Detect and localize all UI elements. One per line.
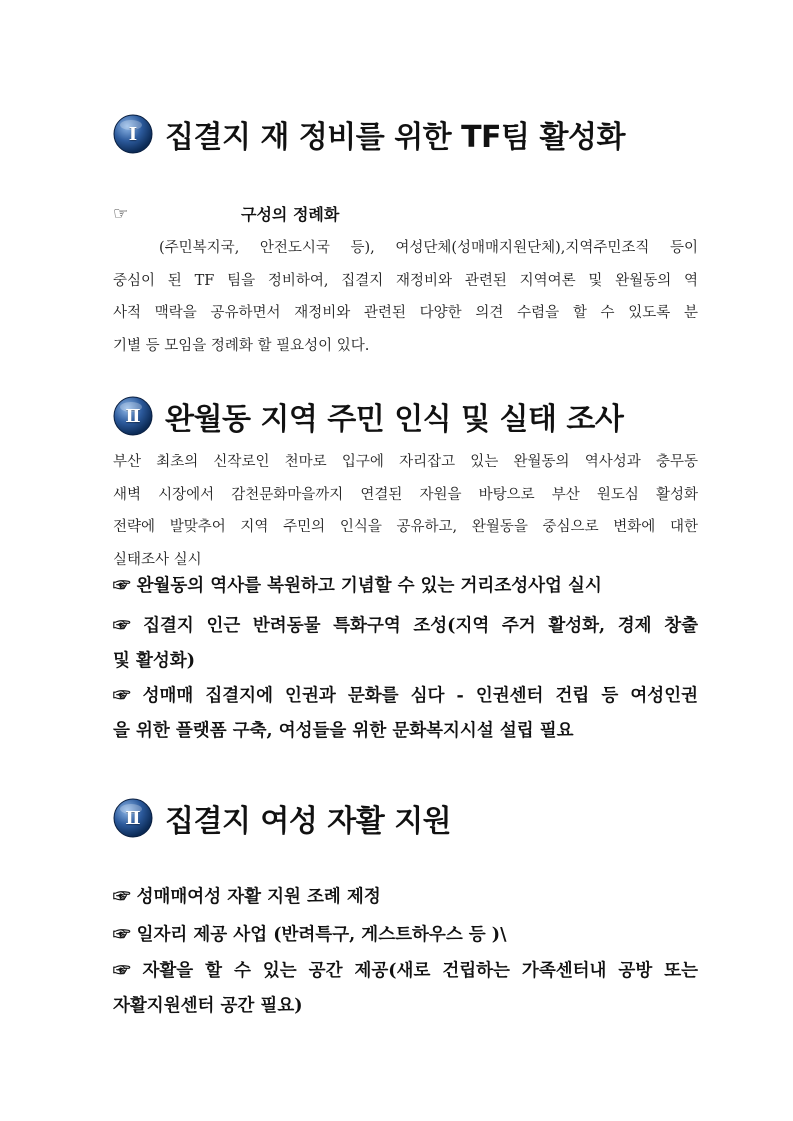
section-numeral: Ⅰ [128,123,138,145]
roman-numeral-badge-icon [113,798,153,838]
bullet-line: ☞ 성매매 집결지에 인권과 문화를 심다 - 인권센터 건립 등 여성인권 [113,686,698,706]
bullet-line: 을 위한 플랫폼 구축, 여성들을 위한 문화복지시설 설립 필요 [113,721,574,741]
paragraph-line: 기별 등 모임을 정례화 할 필요성이 있다. [113,337,370,354]
section-numeral: Ⅱ [125,807,141,829]
pointing-hand-icon: ☞ [113,203,129,224]
section-title: 집결지 재 정비를 위한 TF팀 활성화 [165,120,625,155]
paragraph-survey [113,446,698,576]
sub-heading-text: 구성의 정례화 [241,205,340,224]
bullet-line: ☞ 완월동의 역사를 복원하고 기념할 수 있는 거리조성사업 실시 [113,576,602,596]
bullet-item [113,679,698,749]
section-header-1 [113,112,625,156]
paragraph-line: 전략에 발맞추어 지역 주민의 인식을 공유하고, 완월동을 중심으로 변화에 대한 [113,519,698,535]
section-header-3 [113,796,451,840]
bullet-line: ☞ 일자리 제공 사업 (반려특구, 게스트하우스 등 )\ [113,925,507,945]
paragraph-line: 실태조사 실시 [113,551,202,568]
section-title: 완월동 지역 주민 인식 및 실태 조사 [165,402,624,437]
paragraph-line: 새벽 시장에서 감천문화마을까지 연결된 자원을 바탕으로 부산 원도심 활성화 [113,486,698,503]
bullet-line: 자활지원센터 공간 필요) [113,996,303,1016]
bullet-line: ☞ 성매매여성 자활 지원 조례 제정 [113,887,381,907]
bullet-item [113,569,698,604]
paragraph-line: 사적 맥락을 공유하면서 재정비와 관련된 다양한 의견 수렴을 할 수 있도록 분 [113,305,698,321]
roman-numeral-badge-icon [113,396,153,436]
section-title: 집결지 여성 자활 지원 [165,804,452,839]
bullet-item [113,880,698,915]
sub-heading [113,202,693,225]
paragraph-tf-team [113,232,698,362]
bullet-line: ☞ 집결지 인근 반려동물 특화구역 조성(지역 주거 활성화, 경제 창출 [113,616,698,636]
bullet-item [113,918,698,953]
bullet-line: 및 활성화) [113,651,195,671]
bullet-item [113,609,698,679]
section-numeral: Ⅱ [125,405,141,427]
paragraph-line: 중심이 된 TF 팀을 정비하여, 집결지 재정비와 관련된 지역여론 및 완월동의 역 [113,272,698,289]
paragraph-line: (주민복지국, 안전도시국 등), 여성단체(성매매지원단체),지역주민조직 등이 [159,240,698,256]
roman-numeral-badge-icon [113,114,153,154]
bullet-line: ☞ 자활을 할 수 있는 공간 제공(새로 건립하는 가족센터내 공방 또는 [113,961,698,981]
bullet-item [113,954,698,1024]
section-header-2 [113,394,623,438]
paragraph-line: 부산 최초의 신작로인 천마로 입구에 자리잡고 있는 완월동의 역사성과 충무동 [113,454,698,470]
